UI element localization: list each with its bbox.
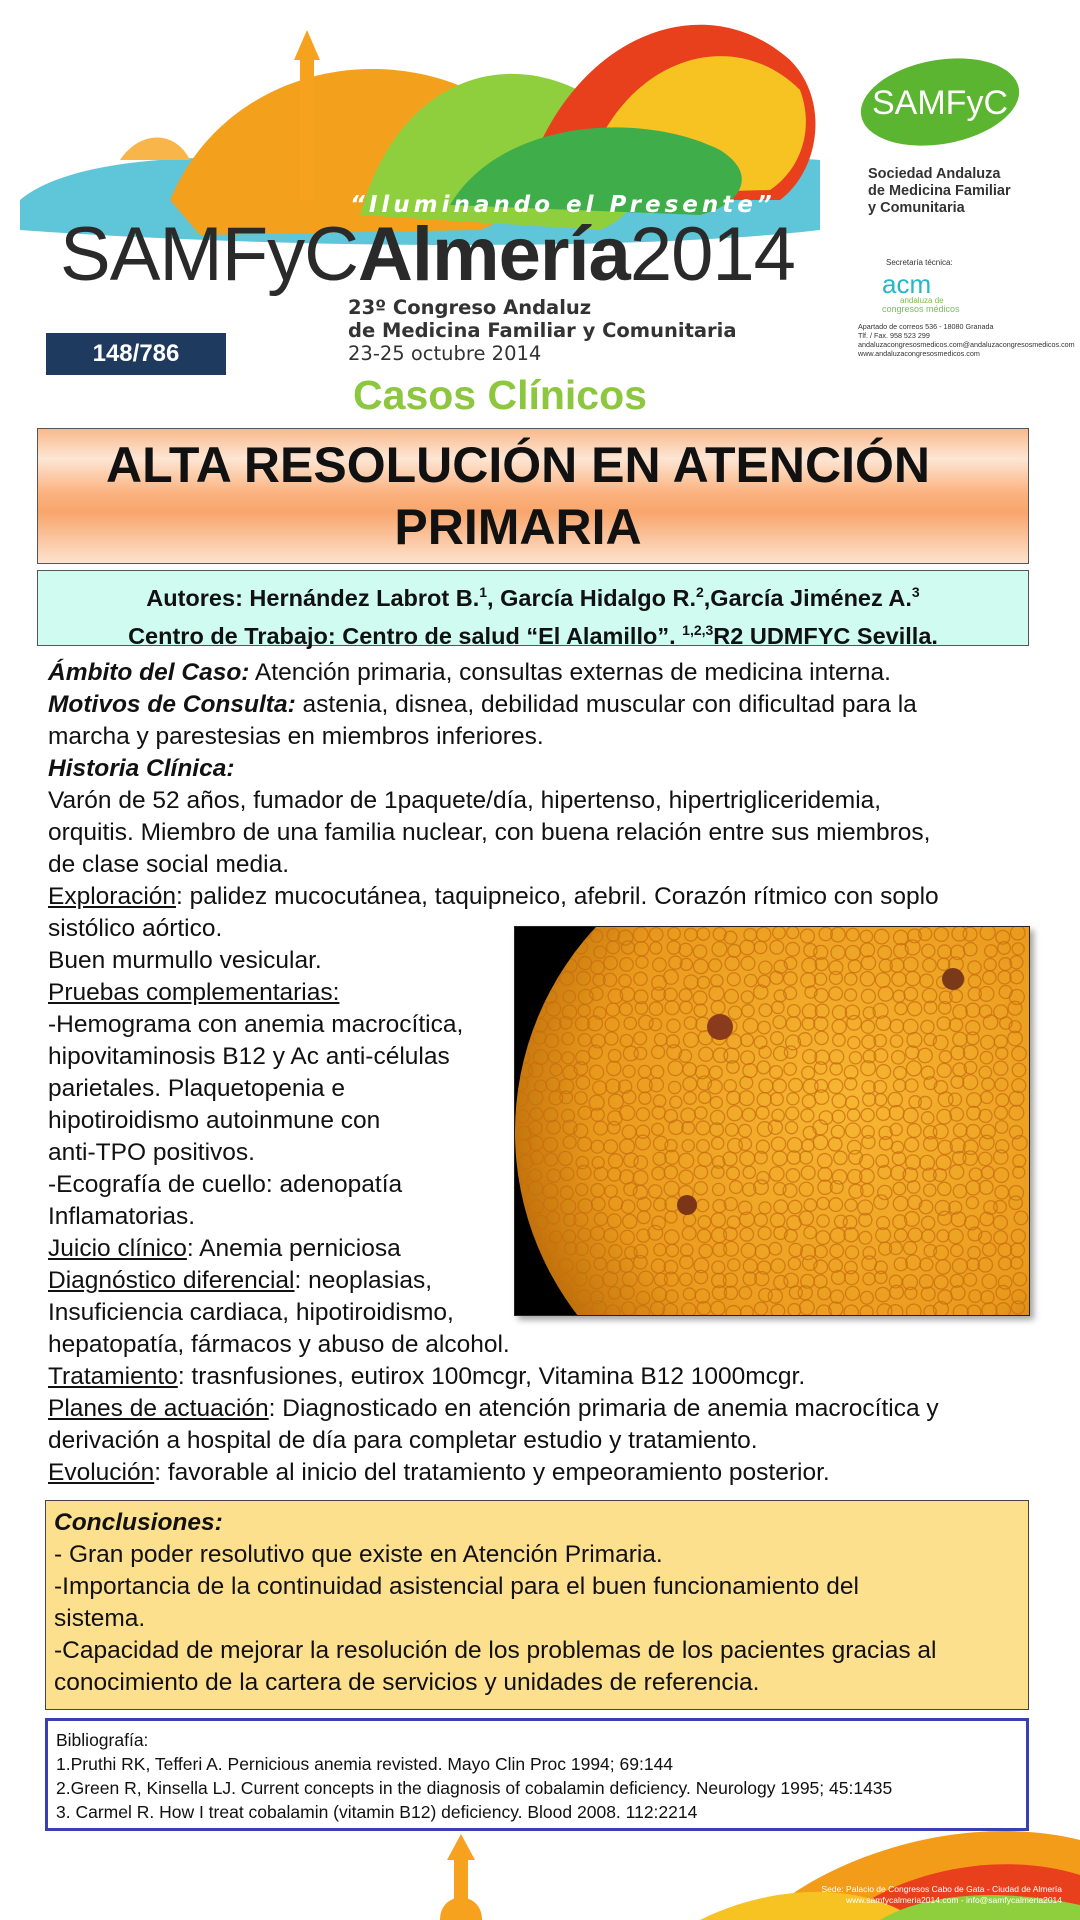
pruebas-line-5: anti-TPO positivos.	[48, 1139, 255, 1166]
congress-brand	[60, 210, 795, 300]
conclusions-title: Conclusiones:	[54, 1509, 223, 1536]
juicio-label: Juicio clínico	[48, 1235, 187, 1262]
pruebas-label: Pruebas complementarias:	[48, 979, 340, 1006]
motivos-label: Motivos de Consulta:	[48, 691, 296, 718]
tratamiento-line	[48, 1361, 1038, 1393]
footer-text	[821, 1884, 1062, 1906]
acm-contact	[858, 322, 1075, 358]
acm-logo-text: acm	[882, 269, 932, 299]
acm-logo-subtext-1: andaluza de	[900, 296, 944, 305]
exploracion-line-2: sistólico aórtico.	[48, 915, 223, 942]
diferencial-line-3: hepatopatía, fármacos y abuso de alcohol.	[48, 1331, 510, 1358]
conclusion-item-2: -Importancia de la continuidad asistencial para el buen funcionamiento del	[54, 1573, 859, 1600]
pruebas-line-3: parietales. Plaquetopenia e	[48, 1075, 345, 1102]
samfyc-org-line-1: Sociedad Andaluza	[868, 166, 1001, 182]
footer-venue: Sede: Palacio de Congresos Cabo de Gata - Ciudad de Almería	[821, 1884, 1062, 1894]
diferencial-line-2: Insuficiencia cardiaca, hipotiroidismo,	[48, 1299, 454, 1326]
author-3: ,García Jiménez A.	[703, 584, 912, 611]
samfyc-logo	[858, 54, 1022, 150]
secretaria-label: Secretaría técnica:	[886, 258, 953, 267]
conclusion-item-2-cont: sistema.	[54, 1605, 146, 1632]
blood-smear-micrograph	[515, 927, 1030, 1316]
case-title	[68, 434, 968, 558]
historia-label: Historia Clínica:	[48, 755, 235, 782]
congress-tagline: “Iluminando el Presente”	[350, 192, 776, 218]
samfyc-org-line-2: de Medicina Familiar	[868, 183, 1011, 199]
acm-logo	[878, 269, 968, 315]
bibliography-box	[45, 1718, 1029, 1831]
acm-contact-line-2: Tlf. / Fax. 958 523 299	[858, 331, 930, 340]
historia-line-1: Varón de 52 años, fumador de 1paquete/día, hipertenso, hipertrigliceridemia,	[48, 787, 882, 814]
author-1-sup: 1	[479, 584, 488, 600]
pruebas-line-1: -Hemograma con anemia macrocítica,	[48, 1011, 464, 1038]
tratamiento-text: : trasnfusiones, eutirox 100mcgr, Vitamina B12 1000mcgr.	[177, 1363, 806, 1390]
planes-label: Planes de actuación	[48, 1395, 269, 1422]
brand-city: Almería	[358, 212, 630, 297]
case-title-line-1: ALTA RESOLUCIÓN EN ATENCIÓN	[105, 437, 931, 493]
planes-line-1	[48, 1393, 1038, 1425]
congress-info	[348, 296, 737, 365]
motivos-line-1	[48, 689, 1038, 721]
samfyc-logo-text: SAMFyC	[872, 84, 1008, 122]
section-title: Casos Clínicos	[353, 372, 647, 418]
author-2-sup: 2	[695, 584, 704, 600]
bibliography-title: Bibliografía:	[56, 1730, 149, 1750]
case-title-box	[37, 428, 1029, 564]
pruebas-line-4: hipotiroidismo autoinmune con	[48, 1107, 381, 1134]
exploracion-text-1: : palidez mucocutánea, taquipneico, afebril. Corazón rítmico con soplo	[176, 883, 939, 910]
case-title-line-2: PRIMARIA	[394, 499, 642, 555]
acm-contact-line-3: andaluzacongresosmedicos.com@andaluzacongresosmedicos.com	[858, 340, 1075, 349]
congress-dates: 23-25 octubre 2014	[348, 342, 542, 365]
motivos-line-2: marcha y parestesias en miembros inferiores.	[48, 723, 544, 750]
authors-box	[37, 570, 1029, 649]
evolucion-text: : favorable al inicio del tratamiento y empeoramiento posterior.	[154, 1459, 830, 1486]
ambito-label: Ámbito del Caso:	[48, 659, 250, 686]
conclusions-box	[45, 1500, 1029, 1710]
workplace-sup: 1,2,3	[682, 621, 714, 638]
author-3-sup: 3	[911, 584, 920, 600]
pruebas-line-7: Inflamatorias.	[48, 1203, 196, 1230]
bibliography-ref-2: 2.Green R, Kinsella LJ. Current concepts in the diagnosis of cobalamin deficiency. Neurology 1995; 45:1435	[56, 1778, 893, 1798]
authors-line	[38, 576, 1028, 614]
diferencial-label: Diagnóstico diferencial	[48, 1267, 295, 1294]
reference-badge: 148/786	[46, 333, 226, 375]
pruebas-line-6: -Ecografía de cuello: adenopatía	[48, 1171, 403, 1198]
ambito-text: Atención primaria, consultas externas de medicina interna.	[249, 659, 891, 686]
congress-line-1: 23º Congreso Andaluz	[348, 296, 592, 319]
acm-contact-line-1: Apartado de correos 536 - 18080 Granada	[858, 322, 994, 331]
tratamiento-label: Tratamiento	[48, 1363, 178, 1390]
samfyc-org-line-3: y Comunitaria	[868, 200, 965, 216]
conclusion-item-3-cont: conocimiento de la cartera de servicios y unidades de referencia.	[54, 1669, 760, 1696]
poster-header	[0, 0, 1080, 380]
ambito-line	[48, 657, 1038, 689]
author-1: Autores: Hernández Labrot B.	[146, 584, 480, 611]
author-2: , García Hidalgo R.	[487, 584, 696, 611]
conclusion-item-3: -Capacidad de mejorar la resolución de los problemas de los pacientes gracias al	[54, 1637, 937, 1664]
bibliography-ref-3: 3. Carmel R. How I treat cobalamin (vitamin B12) deficiency. Blood 2008. 112:2214	[56, 1802, 698, 1822]
exploracion-line-3: Buen murmullo vesicular.	[48, 947, 322, 974]
exploracion-label: Exploración	[48, 883, 177, 910]
conclusion-item-1: - Gran poder resolutivo que existe en Atención Primaria.	[54, 1541, 663, 1568]
diferencial-text-1: : neoplasias,	[294, 1267, 433, 1294]
planes-line-2: derivación a hospital de día para completar estudio y tratamiento.	[48, 1427, 758, 1454]
technical-secretary	[858, 258, 1075, 358]
pruebas-line-2: hipovitaminosis B12 y Ac anti-células	[48, 1043, 450, 1070]
planes-text-1: : Diagnosticado en atención primaria de anemia macrocítica y	[268, 1395, 939, 1422]
workplace-line	[38, 614, 1028, 652]
historia-line-3: de clase social media.	[48, 851, 290, 878]
footer-web: www.samfycalmeria2014.com - info@samfycalmeria2014	[845, 1895, 1062, 1905]
exploracion-line-1	[48, 881, 1038, 913]
evolucion-line	[48, 1457, 1038, 1489]
historia-line-2: orquitis. Miembro de una familia nuclear, con buena relación entre sus miembros,	[48, 819, 931, 846]
workplace-prefix: Centro de Trabajo: Centro de salud “El Alamillo”.	[128, 622, 683, 649]
congress-line-2: de Medicina Familiar y Comunitaria	[348, 319, 737, 342]
juicio-text: : Anemia perniciosa	[186, 1235, 401, 1262]
workplace-suffix: R2 UDMFYC Sevilla.	[713, 622, 938, 649]
bibliography-ref-1: 1.Pruthi RK, Tefferi A. Pernicious anemia revisted. Mayo Clin Proc 1994; 69:144	[56, 1754, 674, 1774]
acm-contact-line-4: www.andaluzacongresosmedicos.com	[858, 349, 980, 358]
motivos-text-1: astenia, disnea, debilidad muscular con dificultad para la	[295, 691, 917, 718]
samfyc-org-name	[868, 166, 1011, 217]
acm-logo-subtext-2: congresos médicos	[882, 304, 960, 314]
brand-prefix: SAMFyC	[60, 212, 358, 297]
brand-year: 2014	[629, 212, 795, 297]
blood-smear-image	[514, 926, 1030, 1316]
evolucion-label: Evolución	[48, 1459, 155, 1486]
